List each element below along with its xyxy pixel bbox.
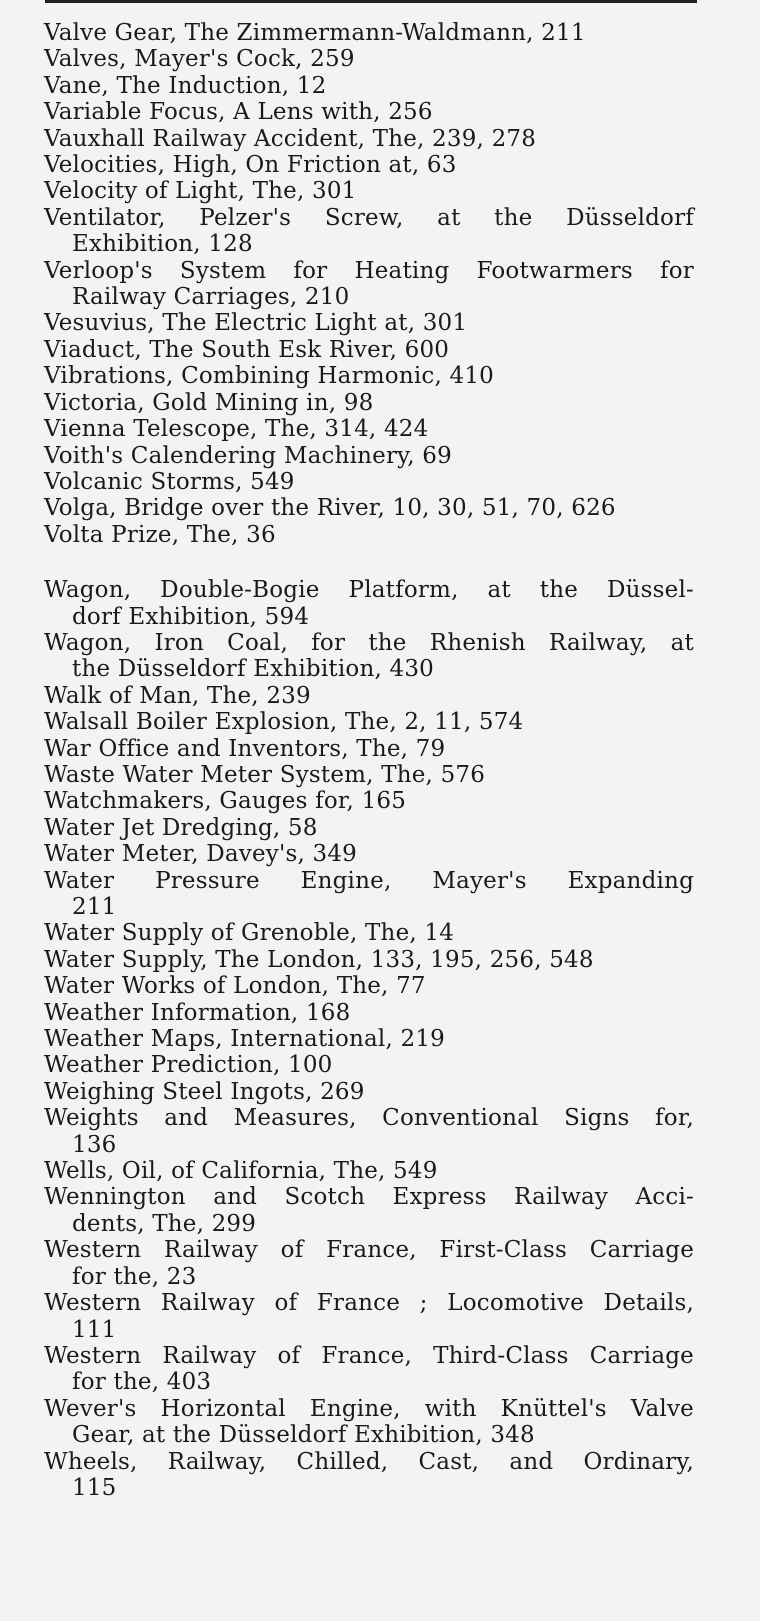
index-entry xyxy=(44,152,694,178)
section-gap xyxy=(44,548,694,577)
index-entry xyxy=(44,920,694,946)
entry-line: Western Railway of France ; Locomotive Details, xyxy=(44,1290,694,1317)
index-entry xyxy=(44,126,694,152)
entry-line: Vibrations, Combining Harmonic, 410 xyxy=(44,363,495,390)
entry-line: Western Railway of France, Third-Class Carriage xyxy=(44,1342,694,1369)
entry-continuation-line: dorf Exhibition, 594 xyxy=(72,603,310,630)
entry-line: Water Supply, The London, 133, 195, 256, 548 xyxy=(44,946,594,973)
entry-line: Water Pressure Engine, Mayer's Expanding xyxy=(44,867,694,894)
index-entry xyxy=(44,390,694,416)
index-entry xyxy=(44,1237,694,1290)
entry-line: Water Works of London, The, 77 xyxy=(44,973,426,1000)
entry-line: Vane, The Induction, 12 xyxy=(44,72,327,99)
entry-continuation-line: the Düsseldorf Exhibition, 430 xyxy=(72,656,434,683)
entry-line: Water Supply of Grenoble, The, 14 xyxy=(44,920,455,947)
index-entry xyxy=(44,1449,694,1502)
entry-line: Wells, Oil, of California, The, 549 xyxy=(44,1158,438,1185)
entry-line: Water Meter, Davey's, 349 xyxy=(44,841,358,868)
entry-line: Wever's Horizontal Engine, with Knüttel's Valve xyxy=(44,1395,694,1422)
index-entry xyxy=(44,1290,694,1343)
index-entry xyxy=(44,868,694,921)
entry-line: Walsall Boiler Explosion, The, 2, 11, 574 xyxy=(44,709,524,736)
entry-continuation-line: 211 xyxy=(72,894,117,920)
index-entry xyxy=(44,443,694,469)
entry-line: Weather Prediction, 100 xyxy=(44,1052,333,1079)
entry-continuation-line: 115 xyxy=(72,1474,117,1501)
index-entry xyxy=(44,577,694,630)
index-entry xyxy=(44,310,694,336)
index-entry xyxy=(44,1026,694,1052)
index-entry xyxy=(44,178,694,204)
top-rule xyxy=(45,0,697,3)
entry-line: War Office and Inventors, The, 79 xyxy=(44,735,446,762)
entry-line: Valves, Mayer's Cock, 259 xyxy=(44,46,355,73)
entry-continuation-line: Exhibition, 128 xyxy=(72,231,253,258)
entry-line: Verloop's System for Heating Footwarmers for xyxy=(44,257,694,284)
index-entry xyxy=(44,495,694,521)
entry-line: Victoria, Gold Mining in, 98 xyxy=(44,389,374,416)
index-entry xyxy=(44,973,694,999)
entry-line: Weighing Steel Ingots, 269 xyxy=(44,1078,365,1105)
entry-line: Valve Gear, The Zimmermann-Waldmann, 211 xyxy=(44,20,586,46)
index-entry xyxy=(44,258,694,311)
index-entry xyxy=(44,205,694,258)
entry-line: Wagon, Double-Bogie Platform, at the Düssel- xyxy=(44,577,694,604)
index-entry xyxy=(44,1105,694,1158)
entry-line: Wagon, Iron Coal, for the Rhenish Railway, at xyxy=(44,629,694,656)
index-entry xyxy=(44,841,694,867)
entry-line: Wennington and Scotch Express Railway Acci- xyxy=(44,1184,694,1211)
entry-continuation-line: for the, 403 xyxy=(72,1369,212,1396)
index-entry xyxy=(44,99,694,125)
index-entry xyxy=(44,1052,694,1078)
entry-continuation-line: for the, 23 xyxy=(72,1263,197,1290)
entry-line: Velocity of Light, The, 301 xyxy=(44,178,357,205)
entry-line: Velocities, High, On Friction at, 63 xyxy=(44,152,457,179)
index-entry xyxy=(44,337,694,363)
index-entry xyxy=(44,736,694,762)
index-entry xyxy=(44,630,694,683)
entry-line: Waste Water Meter System, The, 576 xyxy=(44,761,486,788)
index-entry xyxy=(44,788,694,814)
entry-line: Ventilator, Pelzer's Screw, at the Düsseldorf xyxy=(44,204,694,231)
entry-continuation-line: Gear, at the Düsseldorf Exhibition, 348 xyxy=(72,1422,535,1449)
index-entry xyxy=(44,469,694,495)
index-entry xyxy=(44,46,694,72)
entry-line: Western Railway of France, First-Class Carriage xyxy=(44,1237,694,1264)
entry-line: Wheels, Railway, Chilled, Cast, and Ordinary, xyxy=(44,1448,694,1475)
index-column xyxy=(44,20,694,1501)
entry-line: Viaduct, The South Esk River, 600 xyxy=(44,336,450,363)
entry-line: Volta Prize, The, 36 xyxy=(44,521,276,548)
entry-line: Vesuvius, The Electric Light at, 301 xyxy=(44,310,468,337)
index-entry xyxy=(44,1158,694,1184)
index-entry xyxy=(44,1184,694,1237)
index-entry xyxy=(44,73,694,99)
index-entry xyxy=(44,815,694,841)
entry-continuation-line: 136 xyxy=(72,1131,117,1158)
entry-line: Water Jet Dredging, 58 xyxy=(44,814,318,841)
entry-continuation-line: Railway Carriages, 210 xyxy=(72,284,350,311)
index-entry xyxy=(44,1079,694,1105)
entry-continuation-line: dents, The, 299 xyxy=(72,1210,257,1237)
entry-line: Watchmakers, Gauges for, 165 xyxy=(44,788,407,815)
entry-line: Weather Maps, International, 219 xyxy=(44,1026,445,1053)
entry-line: Weights and Measures, Conventional Signs for, xyxy=(44,1105,694,1132)
entry-line: Variable Focus, A Lens with, 256 xyxy=(44,99,433,126)
index-entry xyxy=(44,683,694,709)
index-entry xyxy=(44,709,694,735)
entry-line: Volcanic Storms, 549 xyxy=(44,468,295,495)
entry-line: Weather Information, 168 xyxy=(44,999,351,1026)
entry-line: Volga, Bridge over the River, 10, 30, 51, 70, 626 xyxy=(44,495,616,522)
index-entry xyxy=(44,947,694,973)
index-entry xyxy=(44,762,694,788)
index-entry xyxy=(44,1000,694,1026)
index-entry xyxy=(44,416,694,442)
index-entry xyxy=(44,1343,694,1396)
entry-line: Vienna Telescope, The, 314, 424 xyxy=(44,416,429,443)
index-entry xyxy=(44,1396,694,1449)
index-entry xyxy=(44,20,694,46)
entry-continuation-line: 111 xyxy=(72,1316,117,1343)
entry-line: Voith's Calendering Machinery, 69 xyxy=(44,442,452,469)
entry-line: Walk of Man, The, 239 xyxy=(44,682,311,709)
entry-line: Vauxhall Railway Accident, The, 239, 278 xyxy=(44,125,537,152)
index-entry xyxy=(44,522,694,548)
index-entry xyxy=(44,363,694,389)
